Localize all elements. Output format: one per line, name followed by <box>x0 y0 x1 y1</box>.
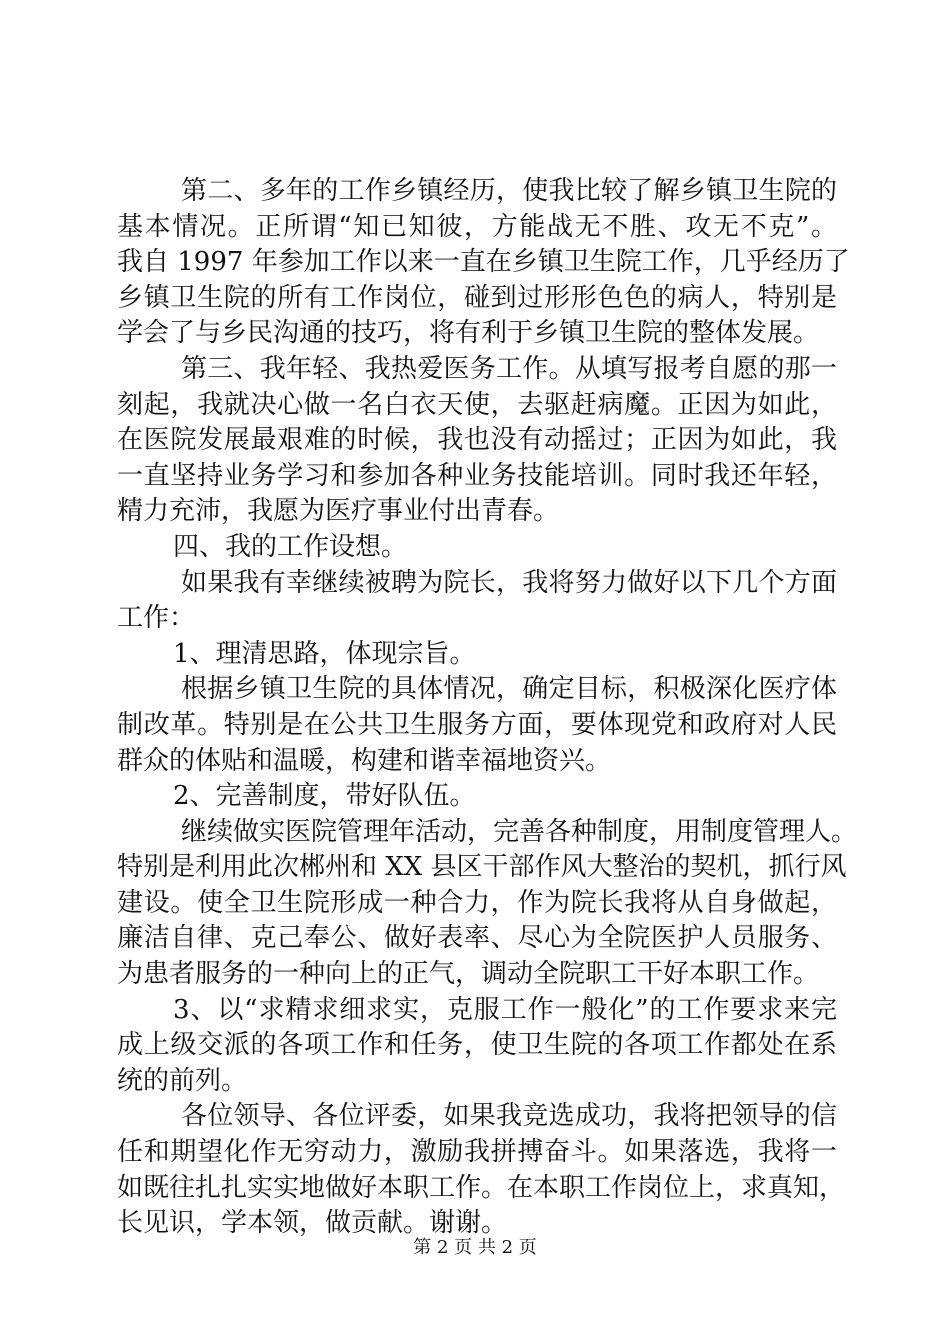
text-line: 如果我有幸继续被聘为院长，我将努力做好以下几个方面 <box>181 567 837 598</box>
text-line: 基本情况。正所谓“知已知彼，方能战无不胜、攻无不克”。 <box>117 211 837 242</box>
text-line: 成上级交派的各项工作和任务，使卫生院的各项工作都处在系 <box>117 1030 837 1061</box>
text-line: 刻起，我就决心做一名白衣天使，去驱赶病魔。正因为如此， <box>117 389 837 420</box>
text-line: 长见识，学本领，做贡献。谢谢。 <box>117 1208 508 1239</box>
text-line: 四、我的工作设想。 <box>173 531 408 562</box>
text-line: 在医院发展最艰难的时候，我也没有动摇过；正因为如此，我 <box>117 425 837 456</box>
text-line: 统的前列。 <box>117 1065 248 1096</box>
text-line: 任和期望化作无穷动力，激励我拼搏奋斗。如果落选，我将一 <box>117 1137 837 1168</box>
text-line: 一直坚持业务学习和参加各种业务技能培训。同时我还年轻， <box>117 460 837 491</box>
text-line: 继续做实医院管理年活动，完善各种制度，用制度管理人。 <box>181 816 858 847</box>
text-line: 乡镇卫生院的所有工作岗位，碰到过形形色色的病人，特别是 <box>117 282 837 313</box>
text-line: 群众的体贴和温暖，构建和谐幸福地资兴。 <box>117 745 612 776</box>
text-line: 第三、我年轻、我热爱医务工作。从填写报考自愿的那一 <box>181 353 837 384</box>
text-line: 建设。使全卫生院形成一种合力，作为院长我将从自身做起， <box>117 887 837 918</box>
text-line: 工作： <box>117 603 196 634</box>
text-line: 2、完善制度，带好队伍。 <box>173 781 476 812</box>
text-line: 第二、多年的工作乡镇经历，使我比较了解乡镇卫生院的 <box>181 176 837 206</box>
text-line: 学会了与乡民沟通的技巧，将有利于乡镇卫生院的整体发展。 <box>117 318 820 349</box>
text-line: 精力充沛，我愿为医疗事业付出青春。 <box>117 496 560 527</box>
text-line: 3、以“求精求细求实，克服工作一般化”的工作要求来完 <box>173 994 837 1025</box>
text-line: 各位领导、各位评委，如果我竞选成功，我将把领导的信 <box>181 1101 837 1132</box>
text-line: 廉洁自律、克己奉公、做好表率、尽心为全院医护人员服务、 <box>117 923 837 954</box>
text-line: 1、理清思路，体现宗旨。 <box>173 638 476 669</box>
page-footer: 第 2 页 共 2 页 <box>413 1237 537 1258</box>
text-line: 我自 1997 年参加工作以来一直在乡镇卫生院工作，几乎经历了 <box>117 247 850 278</box>
text-line: 根据乡镇卫生院的具体情况，确定目标，积极深化医疗体 <box>181 674 837 705</box>
text-line: 制改革。特别是在公共卫生服务方面，要体现党和政府对人民 <box>117 709 837 740</box>
text-line: 如既往扎扎实实地做好本职工作。在本职工作岗位上，求真知， <box>117 1172 846 1203</box>
text-line: 特别是利用此次郴州和 XX 县区干部作风大整治的契机，抓行风 <box>117 852 847 883</box>
document-body <box>117 174 858 1242</box>
text-line: 为患者服务的一种向上的正气，调动全院职工干好本职工作。 <box>117 959 820 990</box>
